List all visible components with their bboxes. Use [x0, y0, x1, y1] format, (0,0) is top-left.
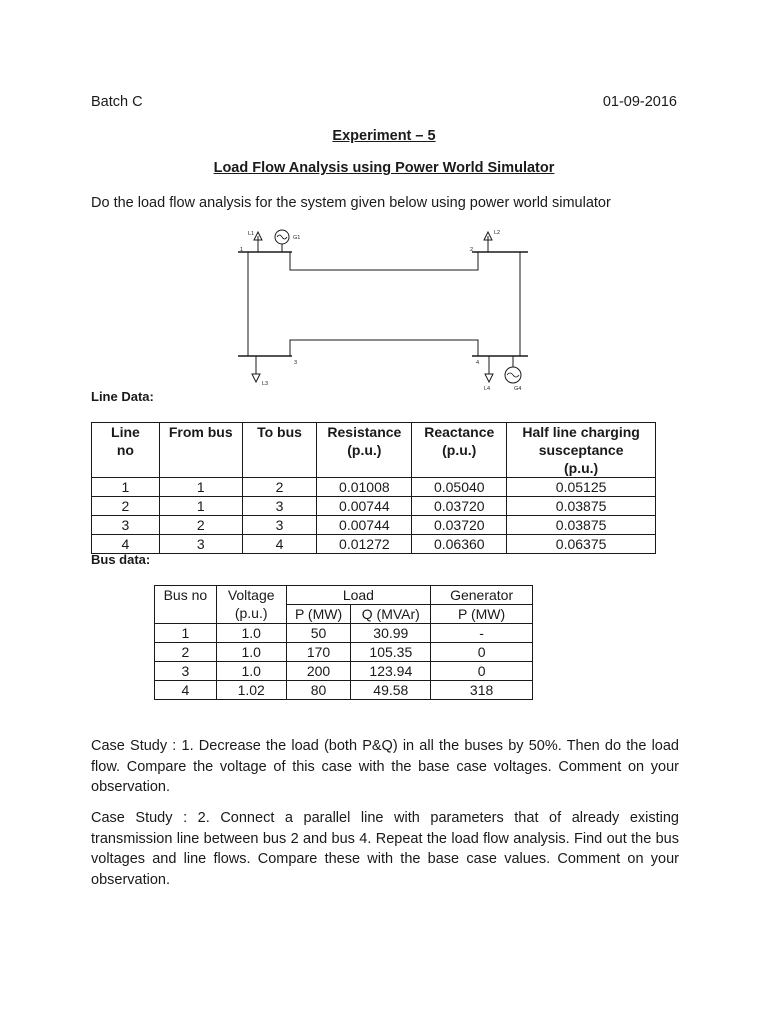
table-cell: 2: [155, 643, 217, 662]
table-cell: 30.99: [351, 624, 431, 643]
table-cell: 3: [242, 516, 317, 535]
table-cell: 1.0: [216, 643, 286, 662]
table-row: [155, 681, 533, 700]
header-load: Load: [286, 586, 431, 605]
table-cell: 0.01272: [317, 535, 412, 554]
generator-g1-label: G1: [293, 235, 301, 241]
line-1-2: [290, 252, 478, 270]
table-cell: 49.58: [351, 681, 431, 700]
bus-table-header-row-1: [155, 586, 533, 605]
table-cell: 1: [159, 497, 242, 516]
experiment-subtitle: Load Flow Analysis using Power World Simulator: [213, 160, 555, 176]
bus-4-label: 4: [476, 360, 480, 366]
table-cell: -: [431, 624, 533, 643]
table-row: [155, 643, 533, 662]
case-study-1: Case Study : 1. Decrease the load (both P&Q) in all the buses by 50%. Then do the load flow. Compare the voltage of this case with the base case voltages. Comment on your observation.: [91, 738, 679, 795]
table-cell: 4: [92, 535, 160, 554]
header-load-p: P (MW): [286, 605, 351, 624]
header-load-q: Q (MVAr): [351, 605, 431, 624]
intro-text: Do the load flow analysis for the system given below using power world simulator: [91, 195, 611, 211]
header-resistance: Resistance (p.u.): [317, 423, 412, 478]
table-cell: 0.06375: [507, 535, 656, 554]
load-l2-label: L2: [494, 230, 501, 236]
table-row: [155, 662, 533, 681]
table-cell: 4: [155, 681, 217, 700]
header-reactance: Reactance (p.u.): [412, 423, 507, 478]
table-cell: 0.05040: [412, 478, 507, 497]
table-row: [92, 516, 656, 535]
generator-g4-label: G4: [514, 386, 522, 392]
batch-label: Batch C: [91, 94, 143, 110]
table-cell: 1: [92, 478, 160, 497]
line-3-4: [290, 340, 478, 356]
table-cell: 0.03875: [507, 516, 656, 535]
bus-1-label: 1: [240, 247, 244, 253]
header-generator: Generator: [431, 586, 533, 605]
table-cell: 0.05125: [507, 478, 656, 497]
table-row: [92, 535, 656, 554]
load-l4-label: L4: [484, 386, 491, 392]
table-cell: 2: [92, 497, 160, 516]
table-cell: 0.03875: [507, 497, 656, 516]
line-data-table: [91, 422, 656, 554]
table-cell: 0.06360: [412, 535, 507, 554]
bus-data-table: [154, 585, 533, 700]
table-cell: 3: [155, 662, 217, 681]
table-cell: 123.94: [351, 662, 431, 681]
header-gen-p: P (MW): [431, 605, 533, 624]
table-cell: 50: [286, 624, 351, 643]
document-date: 01-09-2016: [602, 94, 677, 110]
table-cell: 170: [286, 643, 351, 662]
table-cell: 1: [155, 624, 217, 643]
table-cell: 3: [92, 516, 160, 535]
bus-data-heading: Bus data:: [91, 552, 151, 567]
table-row: [155, 624, 533, 643]
table-cell: 1.0: [216, 662, 286, 681]
table-cell: 2: [242, 478, 317, 497]
table-cell: 318: [431, 681, 533, 700]
table-cell: 0.03720: [412, 497, 507, 516]
header-bus-no: Bus no: [155, 586, 217, 624]
table-cell: 1.0: [216, 624, 286, 643]
header-line-no: Line no: [92, 423, 160, 478]
table-cell: 80: [286, 681, 351, 700]
table-cell: 0: [431, 643, 533, 662]
power-system-diagram: [230, 222, 540, 398]
table-cell: 3: [242, 497, 317, 516]
table-row: [92, 478, 656, 497]
table-cell: 2: [159, 516, 242, 535]
header-susceptance: Half line charging susceptance (p.u.): [507, 423, 656, 478]
case-study-2: Case Study : 2. Connect a parallel line with parameters that of already existing transmission line between bus 2 and bus 4. Repeat the load flow analysis. Find out the bus voltages and line flows. Compare these with the base case values. Comment on your observation.: [91, 810, 679, 888]
table-cell: 0: [431, 662, 533, 681]
table-cell: 0.00744: [317, 497, 412, 516]
table-cell: 4: [242, 535, 317, 554]
line-table-header-row: [92, 423, 656, 478]
load-l1-label: L1: [248, 231, 255, 237]
load-l3-icon: [252, 374, 260, 382]
table-cell: 3: [159, 535, 242, 554]
table-cell: 200: [286, 662, 351, 681]
table-cell: 1.02: [216, 681, 286, 700]
table-cell: 0.03720: [412, 516, 507, 535]
header-to-bus: To bus: [242, 423, 317, 478]
table-cell: 0.00744: [317, 516, 412, 535]
line-data-heading: Line Data:: [91, 389, 154, 404]
load-l3-label: L3: [262, 381, 269, 387]
table-cell: 105.35: [351, 643, 431, 662]
experiment-title: Experiment – 5: [332, 128, 436, 144]
bus-3-label: 3: [294, 360, 298, 366]
header-voltage: Voltage (p.u.): [216, 586, 286, 624]
table-cell: 0.01008: [317, 478, 412, 497]
load-l4-icon: [485, 374, 493, 382]
bus-2-label: 2: [470, 247, 474, 253]
header-from-bus: From bus: [159, 423, 242, 478]
table-cell: 1: [159, 478, 242, 497]
table-row: [92, 497, 656, 516]
